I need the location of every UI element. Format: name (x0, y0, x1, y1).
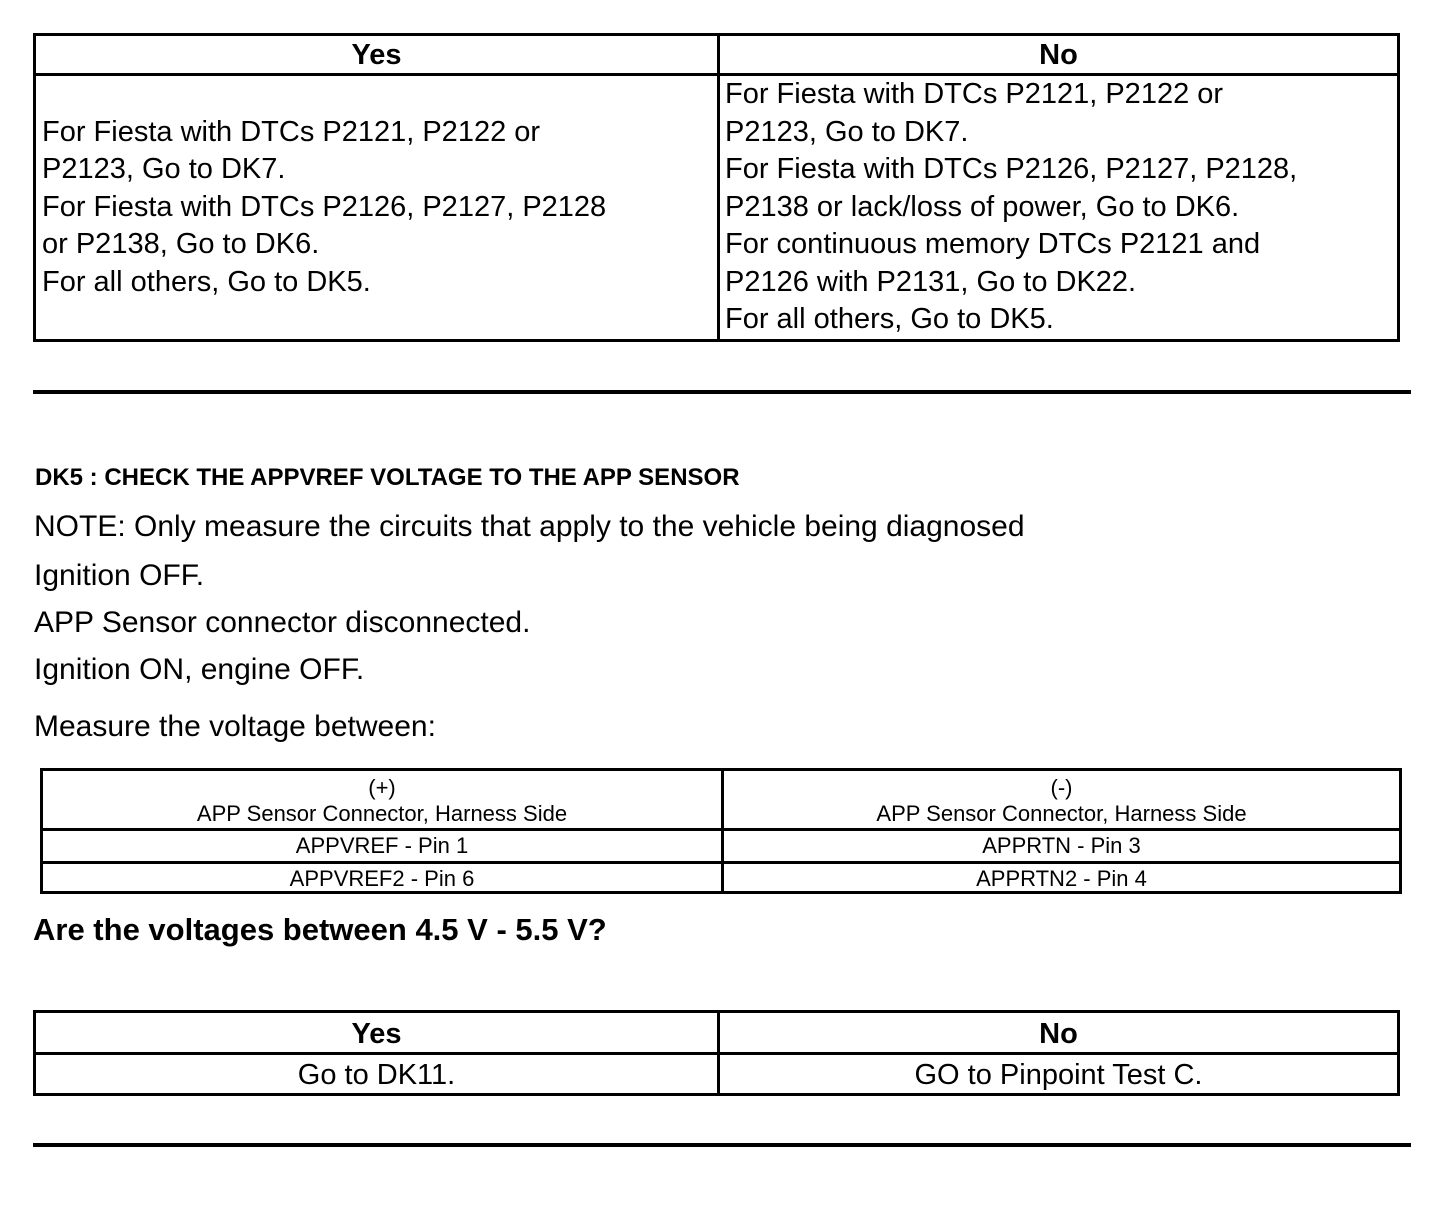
positive-symbol: (+) (368, 775, 396, 800)
no-result-cell: GO to Pinpoint Test C. (914, 1059, 1203, 1091)
positive-pin-cell: APPVREF - Pin 1 (295, 833, 469, 858)
no-result-line: For continuous memory DTCs P2121 and (725, 228, 1261, 260)
positive-header-cell (43, 771, 721, 828)
no-result-line: P2126 with P2131, Go to DK22. (725, 265, 1137, 298)
yes-column-header: Yes (36, 1013, 717, 1055)
positive-header-label: APP Sensor Connector, Harness Side (196, 801, 568, 826)
table-row (43, 831, 1399, 864)
yes-result-line: For Fiesta with DTCs P2126, P2127, P2128 (42, 190, 607, 223)
instruction-connector-disconnected: APP Sensor connector disconnected. (34, 606, 531, 639)
prior-step-result-table (33, 33, 1400, 342)
no-column-header: No (717, 36, 1397, 76)
negative-pin-cell: APPRTN - Pin 3 (982, 833, 1141, 858)
yes-column-header: Yes (36, 36, 717, 76)
negative-pin-cell: APPRTN2 - Pin 4 (976, 866, 1147, 891)
no-result-line: For all others, Go to DK5. (725, 303, 1054, 335)
step-question: Are the voltages between 4.5 V - 5.5 V? (33, 912, 607, 947)
yes-result-line: P2123, Go to DK7. (42, 153, 286, 186)
negative-header-cell (724, 771, 1399, 828)
measure-instruction: Measure the voltage between: (34, 710, 436, 743)
negative-header-label: APP Sensor Connector, Harness Side (876, 801, 1247, 826)
no-result-cell (725, 76, 1391, 339)
section-divider (33, 1143, 1411, 1147)
voltage-measurement-table (40, 768, 1402, 894)
result-table (33, 1010, 1400, 1096)
instruction-ignition-on: Ignition ON, engine OFF. (34, 653, 365, 686)
table-row (43, 864, 1399, 894)
no-column-header: No (720, 1013, 1397, 1055)
negative-symbol: (-) (1050, 775, 1073, 800)
instruction-ignition-off: Ignition OFF. (34, 559, 205, 592)
table-header-row (43, 771, 1399, 831)
no-result-line: For Fiesta with DTCs P2121, P2122 or (725, 78, 1224, 110)
no-result-line: P2123, Go to DK7. (725, 115, 969, 148)
note-text: NOTE: Only measure the circuits that apply to the vehicle being diagnosed (34, 510, 1025, 543)
positive-pin-cell: APPVREF2 - Pin 6 (289, 866, 475, 891)
yes-result-cell (42, 76, 710, 339)
step-heading: DK5 : CHECK THE APPVREF VOLTAGE TO THE APP SENSOR (35, 464, 740, 491)
no-result-line: For Fiesta with DTCs P2126, P2127, P2128, (725, 153, 1298, 185)
section-divider (33, 390, 1411, 394)
yes-result-cell: Go to DK11. (297, 1059, 456, 1091)
yes-result-line: For Fiesta with DTCs P2121, P2122 or (42, 115, 541, 148)
yes-result-line: For all others, Go to DK5. (42, 265, 371, 298)
column-divider (717, 36, 720, 339)
no-result-line: P2138 or lack/loss of power, Go to DK6. (725, 190, 1240, 223)
yes-result-line: or P2138, Go to DK6. (42, 228, 320, 261)
